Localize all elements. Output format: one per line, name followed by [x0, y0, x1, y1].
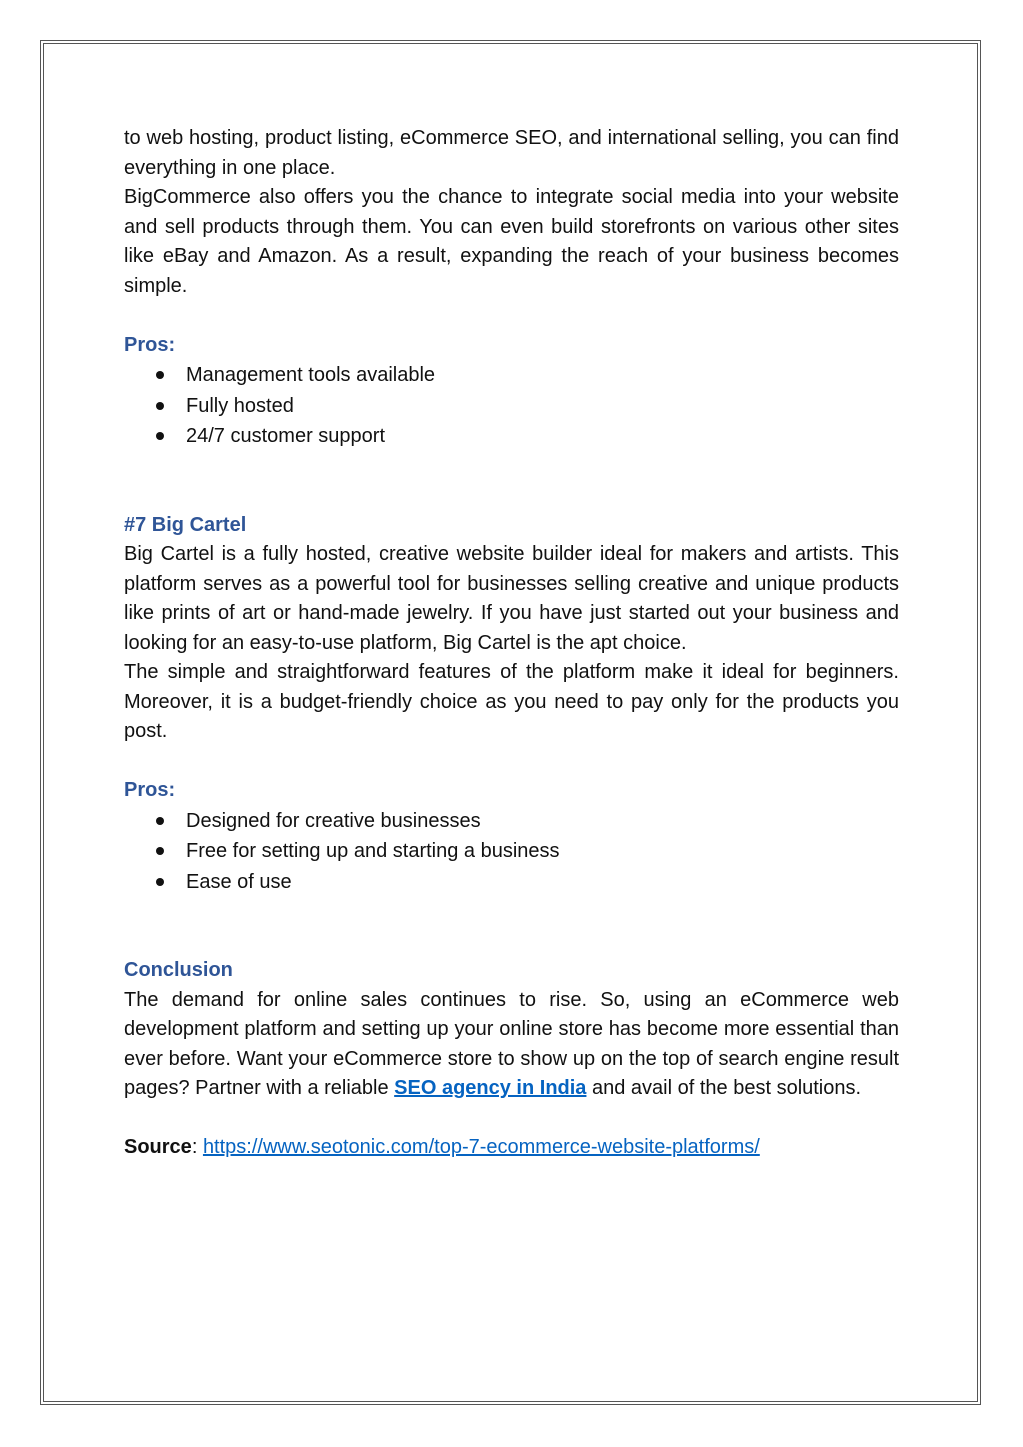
- seo-agency-link[interactable]: SEO agency in India: [394, 1077, 587, 1099]
- list-item-text: Fully hosted: [186, 394, 294, 417]
- pros-list: [124, 806, 899, 898]
- section-heading-conclusion: Conclusion: [124, 959, 233, 981]
- list-item-text: 24/7 customer support: [186, 425, 385, 447]
- pros-list: [124, 360, 899, 452]
- list-item-text: Ease of use: [186, 870, 292, 893]
- bullet-icon: [156, 847, 164, 855]
- big-cartel-paragraph-1: Big Cartel is a fully hosted, creative website builder ideal for makers and artists. This platform serves as a powerful tool for businesses selling creative and unique products like prints of art or hand-made jewelry. If you have just started out your business and looking for an easy-to-use platform, Big Cartel is the apt choice.: [124, 543, 899, 654]
- list-item: [124, 867, 899, 898]
- bullet-icon: [156, 432, 164, 440]
- list-item: [124, 421, 899, 452]
- pros-heading: Pros:: [124, 779, 176, 801]
- conclusion-paragraph: [124, 986, 899, 1104]
- list-item-text: Free for setting up and starting a business: [186, 840, 560, 862]
- list-item: [124, 806, 899, 837]
- list-item-text: Management tools available: [186, 364, 436, 386]
- intro-paragraph-1: to web hosting, product listing, eCommerce SEO, and international selling, you can find everything in one place.: [124, 127, 899, 179]
- conclusion-text-before: The demand for online sales continues to rise. So, using an eCommerce web development platform and setting up your online store has become more essential than ever before. Want your eCommerce store to show up on the top of search engine result pages? Partner with a reliable: [124, 988, 899, 1099]
- source-line: [124, 1133, 899, 1163]
- source-separator: :: [191, 1136, 203, 1158]
- big-cartel-paragraph-2: The simple and straightforward features of the platform make it ideal for beginners. Moreover, it is a budget-friendly choice as you need to pay only for the products you post.: [124, 661, 899, 742]
- bullet-icon: [156, 817, 164, 825]
- source-url-link[interactable]: https://www.seotonic.com/top-7-ecommerce-website-platforms/: [202, 1136, 760, 1158]
- source-label: Source: [124, 1136, 192, 1158]
- bullet-icon: [156, 402, 164, 410]
- section-heading-big-cartel: #7 Big Cartel: [124, 513, 247, 536]
- document-body: [124, 124, 899, 1163]
- list-item: [124, 836, 899, 867]
- pros-heading: Pros:: [124, 333, 176, 356]
- list-item: [124, 391, 899, 422]
- bullet-icon: [156, 371, 164, 379]
- list-item-text: Designed for creative businesses: [186, 809, 481, 832]
- intro-paragraph-2: BigCommerce also offers you the chance to integrate social media into your website and sell products through them. You can even build storefronts on various other sites like eBay and Amazon. As a result, expanding the reach of your business becomes simple.: [124, 186, 899, 297]
- bullet-icon: [156, 878, 164, 886]
- list-item: [124, 360, 899, 391]
- conclusion-text-after: and avail of the best solutions.: [586, 1077, 862, 1099]
